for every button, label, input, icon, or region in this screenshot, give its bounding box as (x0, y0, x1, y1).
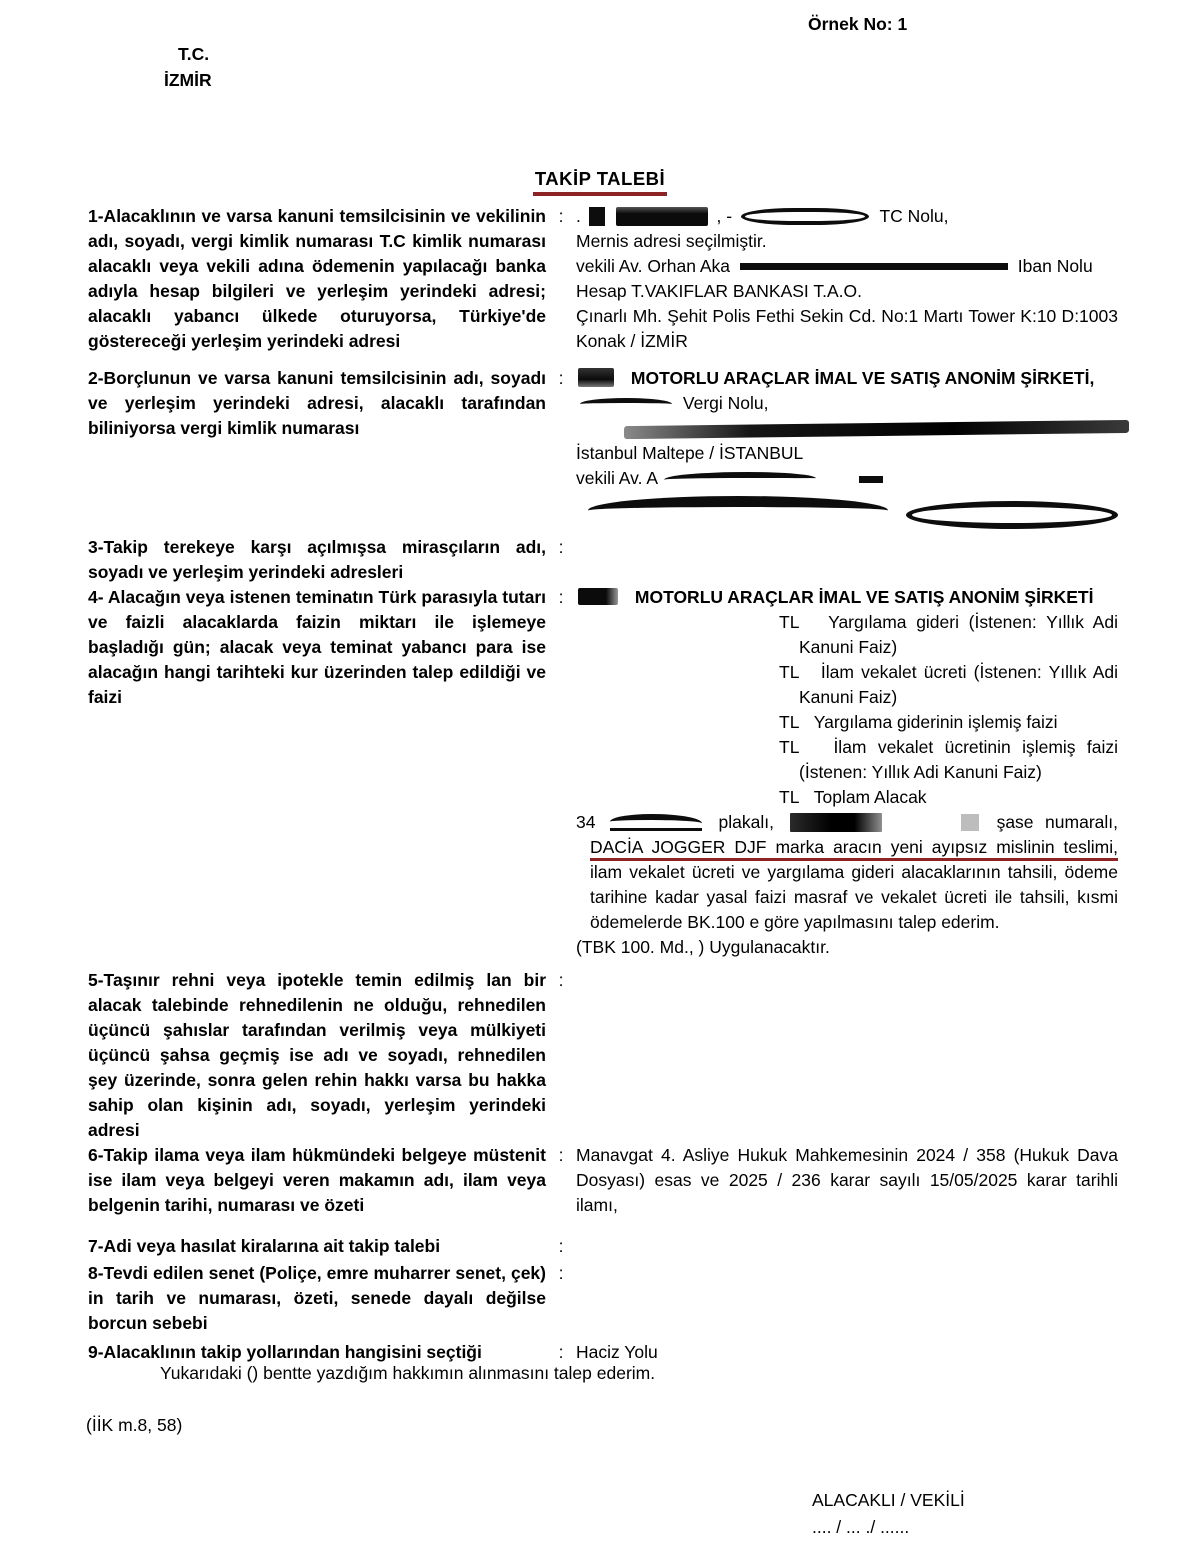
claim-rest-text: ilam vekalet ücreti ve yargılama gideri alacaklarının tahsili, ödeme tarihine kadar yasal faizi masraf ve vekalet ücreti ile tahsili, kısmi ödemelerde BK.100 e göre yapılmasını talep ederim. (590, 862, 1118, 932)
section-3-label: 3-Takip terekeye karşı açılmışsa mirasçıların adı, soyadı ve yerleşim yerindeki adresleri (88, 537, 546, 582)
debtor-attorney-name: vekili Av. A (576, 468, 658, 488)
section-2-value (576, 366, 1129, 525)
vergi-label: Vergi Nolu, (682, 393, 769, 413)
section-6-colon: : (558, 1145, 564, 1165)
redaction-mark (859, 476, 883, 483)
section-4-value (576, 585, 1118, 960)
currency-label: TL (779, 712, 800, 732)
tl-items (779, 610, 1118, 810)
tl-item-text: Toplam Alacak (813, 787, 927, 807)
redaction-mark (576, 493, 1129, 525)
tl-item-text: İlam vekalet ücretinin işlemiş faizi (İstenen: Yıllık Adi Kanuni Faiz) (799, 737, 1119, 782)
attorney-line (576, 254, 1118, 279)
iban-label: Iban Nolu (1017, 256, 1093, 276)
text-fragment: , - (716, 206, 733, 226)
section-6-label: 6-Takip ilama veya ilam hükmündeki belgeye müstenit ise ilam veya belgeyi veren makamın adı, ilam veya belgenin tarihi, numarası ve özeti (88, 1145, 546, 1215)
section-2-colon: : (558, 368, 564, 388)
header-city: İZMİR (164, 70, 212, 90)
tc-no-label: TC Nolu, (879, 206, 949, 226)
vergi-line (576, 391, 1129, 416)
signature-title: ALACAKLI / VEKİLİ (812, 1490, 965, 1510)
debtor-company-line (576, 366, 1129, 391)
document-title-wrap (0, 168, 1200, 196)
claim-company-name: MOTORLU ARAÇLAR İMAL VE SATIŞ ANONİM ŞİRKETİ (634, 587, 1094, 607)
section-3-colon: : (558, 537, 564, 557)
section-1-label: 1-Alacaklının ve varsa kanuni temsilcisinin ve vekilinin adı, soyadı, vergi kimlik numarası T.C kimlik numarası alacaklı veya vekili adına ödemenin yapılacağı banka adıyla hesap bilgileri ve yerleşim yerindeki adresi; alacaklı yabancı ülkede oturuyorsa, Türkiye'de göstereceği yerleşim yerindeki adresi (88, 206, 546, 351)
document-title: TAKİP TALEBİ (533, 168, 667, 196)
vehicle-brand-underlined: DACİA JOGGER DJF marka aracın yeni ayıpsız mislinin teslimi, (590, 837, 1118, 861)
tl-item-text: Yargılama gideri (İstenen: Yıllık Adi Kanuni Faiz) (799, 612, 1118, 657)
section-1-value (576, 204, 1118, 354)
currency-label: TL (779, 787, 800, 807)
tl-item (779, 710, 1118, 735)
section-1-colon: : (558, 206, 564, 226)
text-fragment: . (576, 206, 581, 226)
form-body (88, 204, 1118, 1365)
section-2-label: 2-Borçlunun ve varsa kanuni temsilcisinin adı, soyadı ve yerleşim yerindeki adresi, alacaklı tarafından biliniyorsa vergi kimlik numarası (88, 368, 546, 438)
section-5-colon: : (558, 970, 564, 990)
tl-item-text: İlam vekalet ücreti (İstenen: Yıllık Adi Kanuni Faiz) (799, 662, 1119, 707)
section-9-value: Haciz Yolu (576, 1342, 658, 1362)
debtor-attorney-line (576, 466, 1129, 491)
debtor-city-line: İstanbul Maltepe / İSTANBUL (576, 443, 804, 463)
bank-line: Hesap T.VAKIFLAR BANKASI T.A.O. (576, 281, 862, 301)
section-4-label: 4- Alacağın veya istenen teminatın Türk parasıyla tutarı ve faizli alacaklarda faizin miktarı ile işlemeye başladığı gün; alacak veya teminat yabancı para ise alacağın hangi tarihteki kur üzerinden talep edildiği ve faizi (88, 587, 546, 707)
section-1 (88, 204, 1118, 354)
currency-label: TL (779, 662, 800, 682)
vehicle-claim-paragraph (576, 810, 1118, 935)
redaction-mark (578, 368, 614, 387)
redaction-mark (624, 420, 1129, 439)
section-4-colon: : (558, 587, 564, 607)
tbk-note: (TBK 100. Md., ) Uygulanacaktır. (576, 937, 830, 957)
section-7-label: 7-Adi veya hasılat kiralarına ait takip talebi (88, 1236, 441, 1256)
section-5 (88, 968, 1118, 1143)
section-7-colon: : (558, 1236, 564, 1256)
address-line: Çınarlı Mh. Şehit Polis Fethi Sekin Cd. No:1 Martı Tower K:10 D:1003 Konak / İZMİR (576, 306, 1118, 351)
section-8 (88, 1261, 1118, 1336)
redaction-mark (740, 263, 1008, 270)
currency-label: TL (779, 612, 800, 632)
attorney-name: vekili Av. Orhan Aka (576, 256, 731, 276)
section-5-label: 5-Taşınır rehni veya ipotekle temin edilmiş lan bir alacak talebinde rehnedilenin ne olduğu, rehnedilen üçüncü şahıslar tarafından verilmiş veya mülkiyeti üçüncü şahsa geçmiş ise adı ve soyadı, rehnedilen şey üzerinde, sonra gelen rehin hakkı varsa bu hakka sahip olan kişinin adı, soyadı, yerleşim yerindeki adresi (88, 970, 546, 1140)
redaction-mark-grey (961, 814, 979, 831)
mernis-line: Mernis adresi seçilmiştir. (576, 231, 767, 251)
claim-company-line (576, 585, 1118, 610)
redaction-mark (610, 814, 702, 831)
section-9-colon: : (558, 1342, 564, 1362)
ornek-no: Örnek No: 1 (808, 14, 908, 34)
redaction-mark (580, 398, 672, 410)
creditor-identity-line (576, 204, 1118, 229)
section-2 (88, 366, 1118, 525)
section-8-colon: : (558, 1263, 564, 1283)
tl-item (779, 735, 1118, 785)
text-fragment: plakalı, (718, 812, 774, 832)
section-6-value: Manavgat 4. Asliye Hukuk Mahkemesinin 2024 / 358 (Hukuk Dava Dosyası) esas ve 2025 / 236 karar sayılı 15/05/2025 karar tarihli ilamı, (576, 1145, 1118, 1215)
redaction-mark (741, 208, 869, 225)
tl-item-text: Yargılama giderinin işlemiş faizi (813, 712, 1058, 732)
redaction-mark (616, 207, 708, 226)
debtor-company-name: MOTORLU ARAÇLAR İMAL VE SATIŞ ANONİM ŞİRKETİ, (630, 368, 1095, 388)
section-8-label: 8-Tevdi edilen senet (Poliçe, emre muharrer senet, çek) in tarih ve numarası, özeti, senede dayalı değilse borcun sebebi (88, 1263, 546, 1333)
redaction-mark (589, 207, 605, 226)
redaction-mark (790, 813, 882, 832)
section-4 (88, 585, 1118, 960)
header-tc: T.C. (178, 44, 210, 64)
section-9 (88, 1340, 1118, 1365)
tl-item (779, 785, 1118, 810)
section-6 (88, 1143, 1118, 1218)
section-9-label: 9-Alacaklının takip yollarından hangisini seçtiği (88, 1342, 482, 1362)
closing-request-line: Yukarıdaki () bentte yazdığım hakkımın alınmasını talep ederim. (160, 1363, 656, 1383)
signature-date-placeholder: .... / ... ./ ...... (812, 1517, 910, 1537)
tl-item (779, 660, 1118, 710)
section-7 (88, 1234, 1118, 1259)
plate-prefix: 34 (576, 812, 596, 832)
section-3 (88, 535, 1118, 585)
chassis-label: şase numaralı, (996, 812, 1119, 832)
currency-label: TL (779, 737, 800, 757)
law-reference: (İİK m.8, 58) (86, 1415, 183, 1435)
redaction-mark (664, 472, 816, 486)
tl-item (779, 610, 1118, 660)
redaction-mark (578, 588, 618, 605)
